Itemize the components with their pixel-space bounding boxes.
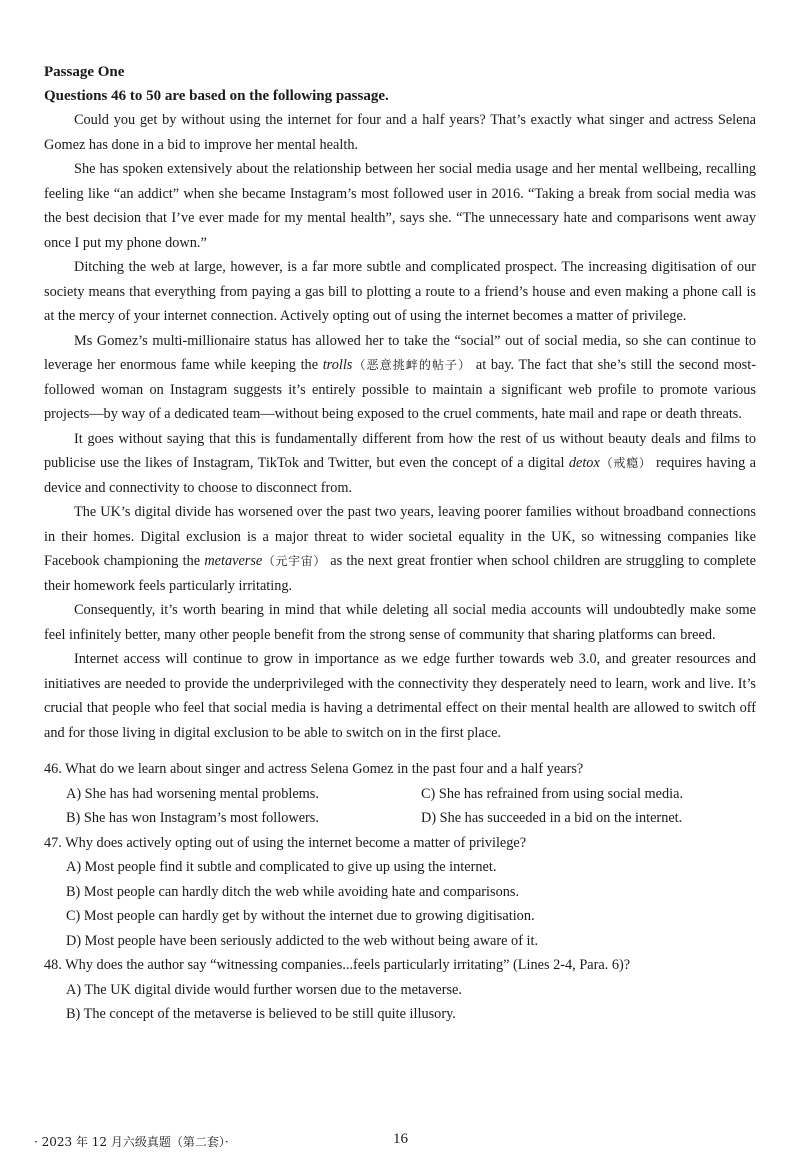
paragraph-2: She has spoken extensively about the relationship between her social media usage and her mental wellbeing, recalling feeling like “an addict” when she became Instagram’s most followed user in 2016. “Taking a break from social media was the best decision that I’ve ever made for my mental health”, says she. “The unnecessary hate and comparisons went away once I put my phone down.” [44, 161, 756, 251]
term-trolls: trolls [322, 357, 353, 373]
paragraph-8: Internet access will continue to grow in importance as we edge further towards web 3.0, and greater resources and initiatives are needed to provide the underprivileged with the connectivity they desperately need to learn, work and live. It’s crucial that people who feel that social media is having a detrimental effect on their mental health are allowed to switch off and for those living in digital exclusion to be able to switch on in the first place. [44, 651, 756, 741]
gloss-metaverse: （元宇宙） [262, 554, 327, 568]
option-a: A) The UK digital divide would further worsen due to the metaverse. [66, 981, 462, 998]
exam-source-label: · 2023 年 12 月六级真题（第二套）· [34, 1135, 229, 1149]
option-d: D) Most people have been seriously addicted to the web without being aware of it. [66, 932, 539, 949]
option-b: B) She has won Instagram’s most followers. [66, 810, 319, 826]
option-c: C) Most people can hardly get by without the internet due to growing digitisation. [66, 908, 535, 924]
term-metaverse: metaverse [204, 553, 263, 569]
answer-options [44, 978, 756, 1027]
question-47 [44, 831, 756, 954]
page-number: 16 [393, 1131, 408, 1147]
question-stem: 47. Why does actively opting out of using the internet become a matter of privilege? [44, 834, 527, 851]
paragraph-6 [44, 500, 756, 598]
paragraph-4-part-1: Ms Gomez’s multi-millionaire status has allowed her to take the “social” out of social media, so she can continue to leverage her enormous fame while keeping the [44, 332, 756, 373]
paragraph-5-part-2: requires having a device and connectivity to choose to disconnect from. [44, 455, 756, 496]
option-c: C) She has refrained from using social media. [421, 785, 684, 802]
paragraph-6-part-2: as the next great frontier when school children are struggling to complete their homework feels particularly irritating. [44, 553, 756, 594]
question-stem: 46. What do we learn about singer and actress Selena Gomez in the past four and a half years? [44, 761, 584, 777]
question-46 [44, 757, 756, 831]
option-d: D) She has succeeded in a bid on the internet. [421, 810, 683, 826]
answer-options [44, 855, 756, 953]
gloss-trolls: （恶意挑衅的帖子） [352, 358, 472, 372]
option-b: B) The concept of the metaverse is believed to be still quite illusory. [66, 1006, 456, 1022]
option-a: A) Most people find it subtle and complicated to give up using the internet. [66, 859, 497, 875]
passage-title: Passage One [44, 64, 125, 80]
paragraph-5 [44, 427, 756, 501]
paragraph-1: Could you get by without using the internet for four and a half years? That’s exactly what singer and actress Selena Gomez has done in a bid to improve her mental health. [44, 112, 756, 153]
passage-instruction: Questions 46 to 50 are based on the following passage. [44, 88, 389, 104]
paragraph-5-part-1: It goes without saying that this is fundamentally different from how the rest of us without beauty deals and films to publicise use the likes of Instagram, TikTok and Twitter, but even the concept of a digital [44, 430, 756, 471]
question-48 [44, 953, 756, 1027]
term-detox: detox [568, 455, 600, 471]
option-a: A) She has had worsening mental problems. [66, 785, 319, 802]
question-section [44, 757, 756, 1027]
paragraph-4 [44, 329, 756, 427]
paragraph-7: Consequently, it’s worth bearing in mind that while deleting all social media accounts will undoubtedly make some feel infinitely better, many other people benefit from the strong sense of community that sharing platforms can breed. [44, 602, 756, 643]
option-b: B) Most people can hardly ditch the web while avoiding hate and comparisons. [66, 883, 520, 900]
question-stem: 48. Why does the author say “witnessing companies...feels particularly irritating” (Lines 2-4, Para. 6)? [44, 957, 631, 973]
exam-page [44, 60, 756, 1027]
answer-options [44, 782, 756, 831]
paragraph-3: Ditching the web at large, however, is a far more subtle and complicated prospect. The increasing digitisation of our society means that everything from paying a gas bill to plotting a route to a friend’s house and even making a phone call is at the mercy of your internet connection. Actively opting out of using the internet becomes a matter of privilege. [44, 259, 756, 324]
paragraph-6-part-1: The UK’s digital divide has worsened over the past two years, leaving poorer families without broadband connections in their homes. Digital exclusion is a major threat to wider societal equality in the UK, so witnessing companies like Facebook championing the [44, 504, 756, 569]
gloss-detox: （戒瘾） [599, 456, 652, 470]
paragraph-4-part-2: at bay. The fact that she’s still the second most-followed woman on Instagram suggests it’s entirely possible to maintain a significant web profile to promote various projects—by way of a dedicated team—without being exposed to the cruel comments, hate mail and rape or death threats. [44, 357, 756, 422]
